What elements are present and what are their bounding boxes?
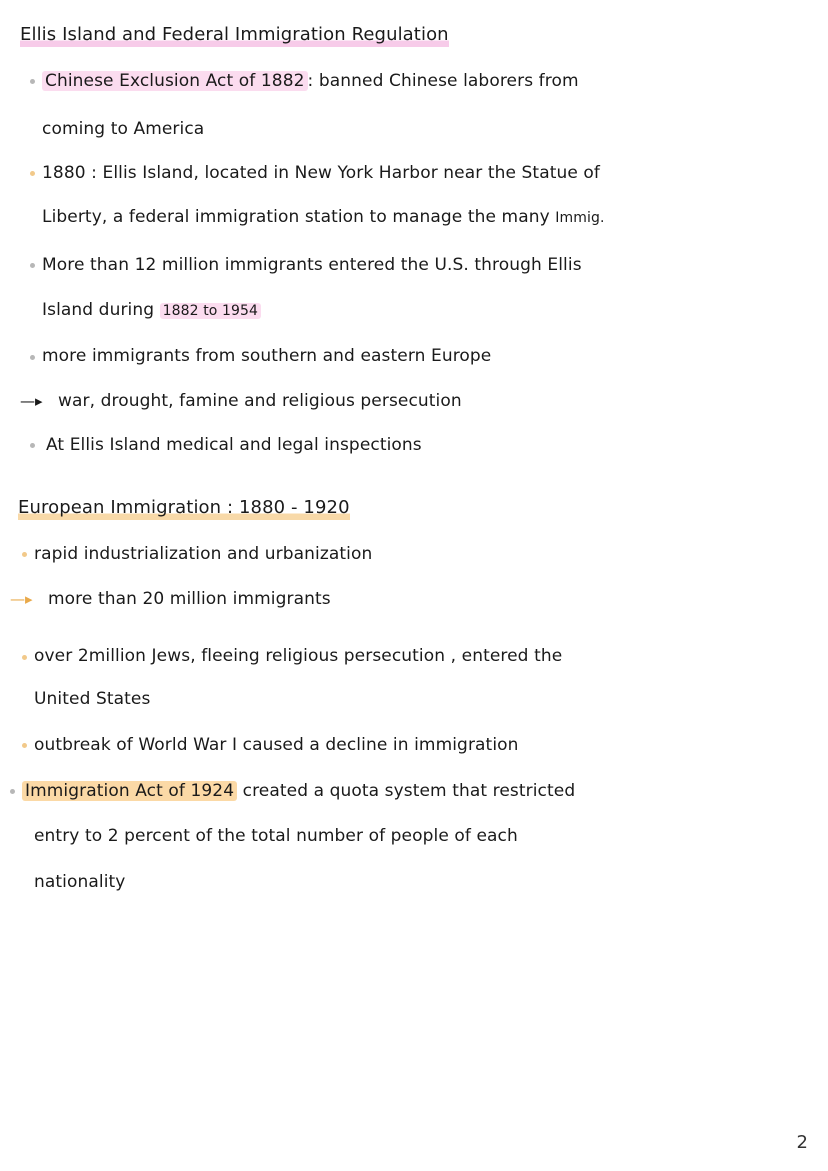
bullet-dot bbox=[30, 355, 35, 360]
section-2-title-text: European Immigration : 1880 - 1920 bbox=[18, 497, 350, 518]
bullet-dot bbox=[10, 789, 15, 794]
ellis-island-line2-end: Immig. bbox=[555, 210, 605, 226]
immigration-act-highlight: Immigration Act of 1924 bbox=[22, 781, 237, 801]
bullet-immigration-act-cont: entry to 2 percent of the total number of people of each bbox=[34, 826, 518, 846]
bullet-12-million: More than 12 million immigrants entered the U.S. through Ellis bbox=[42, 255, 582, 275]
bullet-jews-cont: United States bbox=[34, 689, 151, 709]
bullet-chinese-exclusion bbox=[42, 70, 579, 92]
bullet-immigration-act-cont2: nationality bbox=[34, 872, 126, 892]
bullet-chinese-exclusion-cont: coming to America bbox=[42, 119, 205, 139]
bullet-dot bbox=[22, 655, 27, 660]
bullet-dot bbox=[30, 263, 35, 268]
island-during: Island during bbox=[42, 300, 155, 320]
bullet-dot bbox=[30, 443, 35, 448]
bullet-immigration-act bbox=[22, 780, 575, 802]
chinese-exclusion-highlight: Chinese Exclusion Act of 1882 bbox=[42, 71, 308, 91]
section-1-title bbox=[20, 24, 449, 46]
bullet-dot bbox=[30, 171, 35, 176]
bullet-ellis-island-1880-cont bbox=[42, 206, 605, 229]
bullet-12-million-cont bbox=[42, 299, 261, 322]
bullet-dot bbox=[30, 79, 35, 84]
ellis-island-line2: Liberty, a federal immigration station to manage the many bbox=[42, 207, 550, 227]
bullet-world-war: outbreak of World War I caused a decline in immigration bbox=[34, 735, 519, 755]
page-number: 2 bbox=[796, 1132, 808, 1153]
section-1-title-text: Ellis Island and Federal Immigration Regulation bbox=[20, 24, 449, 45]
arrow-20-million: more than 20 million immigrants bbox=[48, 589, 331, 609]
chinese-exclusion-rest: : banned Chinese laborers from bbox=[307, 71, 579, 91]
bullet-dot bbox=[22, 552, 27, 557]
section-2-title bbox=[18, 497, 350, 519]
bullet-industrialization: rapid industrialization and urbanization bbox=[34, 544, 373, 564]
bullet-ellis-island-1880: 1880 : Ellis Island, located in New York Harbor near the Statue of bbox=[42, 163, 600, 183]
immigration-act-rest: created a quota system that restricted bbox=[237, 781, 576, 801]
arrow-icon: —▸ bbox=[20, 392, 43, 410]
bullet-inspections: At Ellis Island medical and legal inspections bbox=[46, 435, 422, 455]
bullet-dot bbox=[22, 743, 27, 748]
arrow-war-drought: war, drought, famine and religious persecution bbox=[58, 391, 462, 411]
arrow-icon: —▸ bbox=[10, 590, 33, 608]
years-highlight: 1882 to 1954 bbox=[160, 303, 261, 319]
bullet-jews: over 2million Jews, fleeing religious persecution , entered the bbox=[34, 646, 563, 666]
bullet-southern-eastern: more immigrants from southern and eastern Europe bbox=[42, 346, 492, 366]
